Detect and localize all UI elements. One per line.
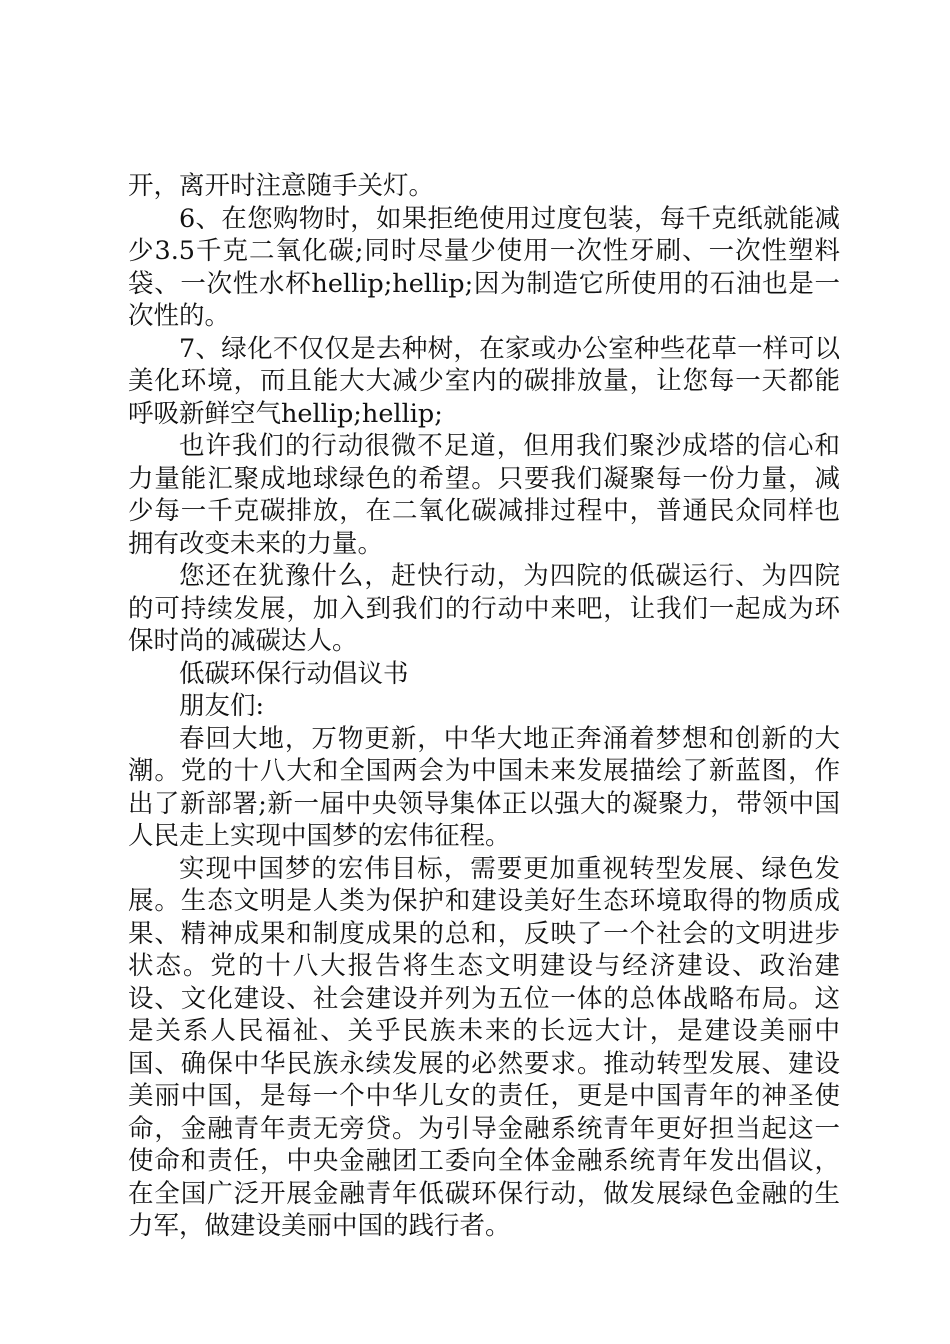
document-title: 低碳环保行动倡议书 bbox=[179, 658, 409, 689]
paragraph-item-6: 6、在您购物时，如果拒绝使用过度包装，每千克纸就能减少3.5千克二氧化碳;同时尽量少使用一次性牙刷、一次性塑料袋、一次性水杯hellip;hellip;因为制造它所使用的石油也是一次性的。 bbox=[128, 203, 840, 331]
paragraph-action: 也许我们的行动很微不足道，但用我们聚沙成塔的信心和力量能汇聚成地球绿色的希望。只要我们凝聚每一份力量，减少每一千克碳排放，在二氧化碳减排过程中，普通民众同样也拥有改变未来的力量。 bbox=[128, 431, 840, 559]
salutation: 朋友们: bbox=[179, 691, 265, 721]
paragraph-body: 实现中国梦的宏伟目标，需要更加重视转型发展、绿色发展。生态文明是人类为保护和建设美好生态环境取得的物质成果、精神成果和制度成果的总和，反映了一个社会的文明进步状态。党的十八大报告将生态文明建设与经济建设、政治建设、文化建设、社会建设并列为五位一体的总体战略布局。这是关系人民福祉、关乎民族未来的长远大计，是建设美丽中国、确保中华民族永续发展的必然要求。推动转型发展、建设美丽中国，是每一个中华儿女的责任，更是中国青年的神圣使命，金融青年责无旁贷。为引导金融系统青年更好担当起这一使命和责任，中央金融团工委向全体金融系统青年发出倡议，在全国广泛开展金融青年低碳环保行动，做发展绿色金融的生力军，做建设美丽中国的践行者。 bbox=[128, 853, 840, 1241]
document-page bbox=[128, 170, 840, 1243]
paragraph-item-7: 7、绿化不仅仅是去种树，在家或办公室种些花草一样可以美化环境，而且能大大减少室内的碳排放量，让您每一天都能呼吸新鲜空气hellip;hellip; bbox=[128, 333, 840, 429]
paragraph-call-to-action: 您还在犹豫什么，赶快行动，为四院的低碳运行、为四院的可持续发展，加入到我们的行动中来吧，让我们一起成为环保时尚的减碳达人。 bbox=[128, 561, 840, 656]
paragraph-intro: 春回大地，万物更新，中华大地正奔涌着梦想和创新的大潮。党的十八大和全国两会为中国未来发展描绘了新蓝图，作出了新部署;新一届中央领导集体正以强大的凝聚力，带领中国人民走上实现中国梦的宏伟征程。 bbox=[128, 723, 840, 851]
paragraph-continuation: 开，离开时注意随手关灯。 bbox=[128, 171, 435, 201]
